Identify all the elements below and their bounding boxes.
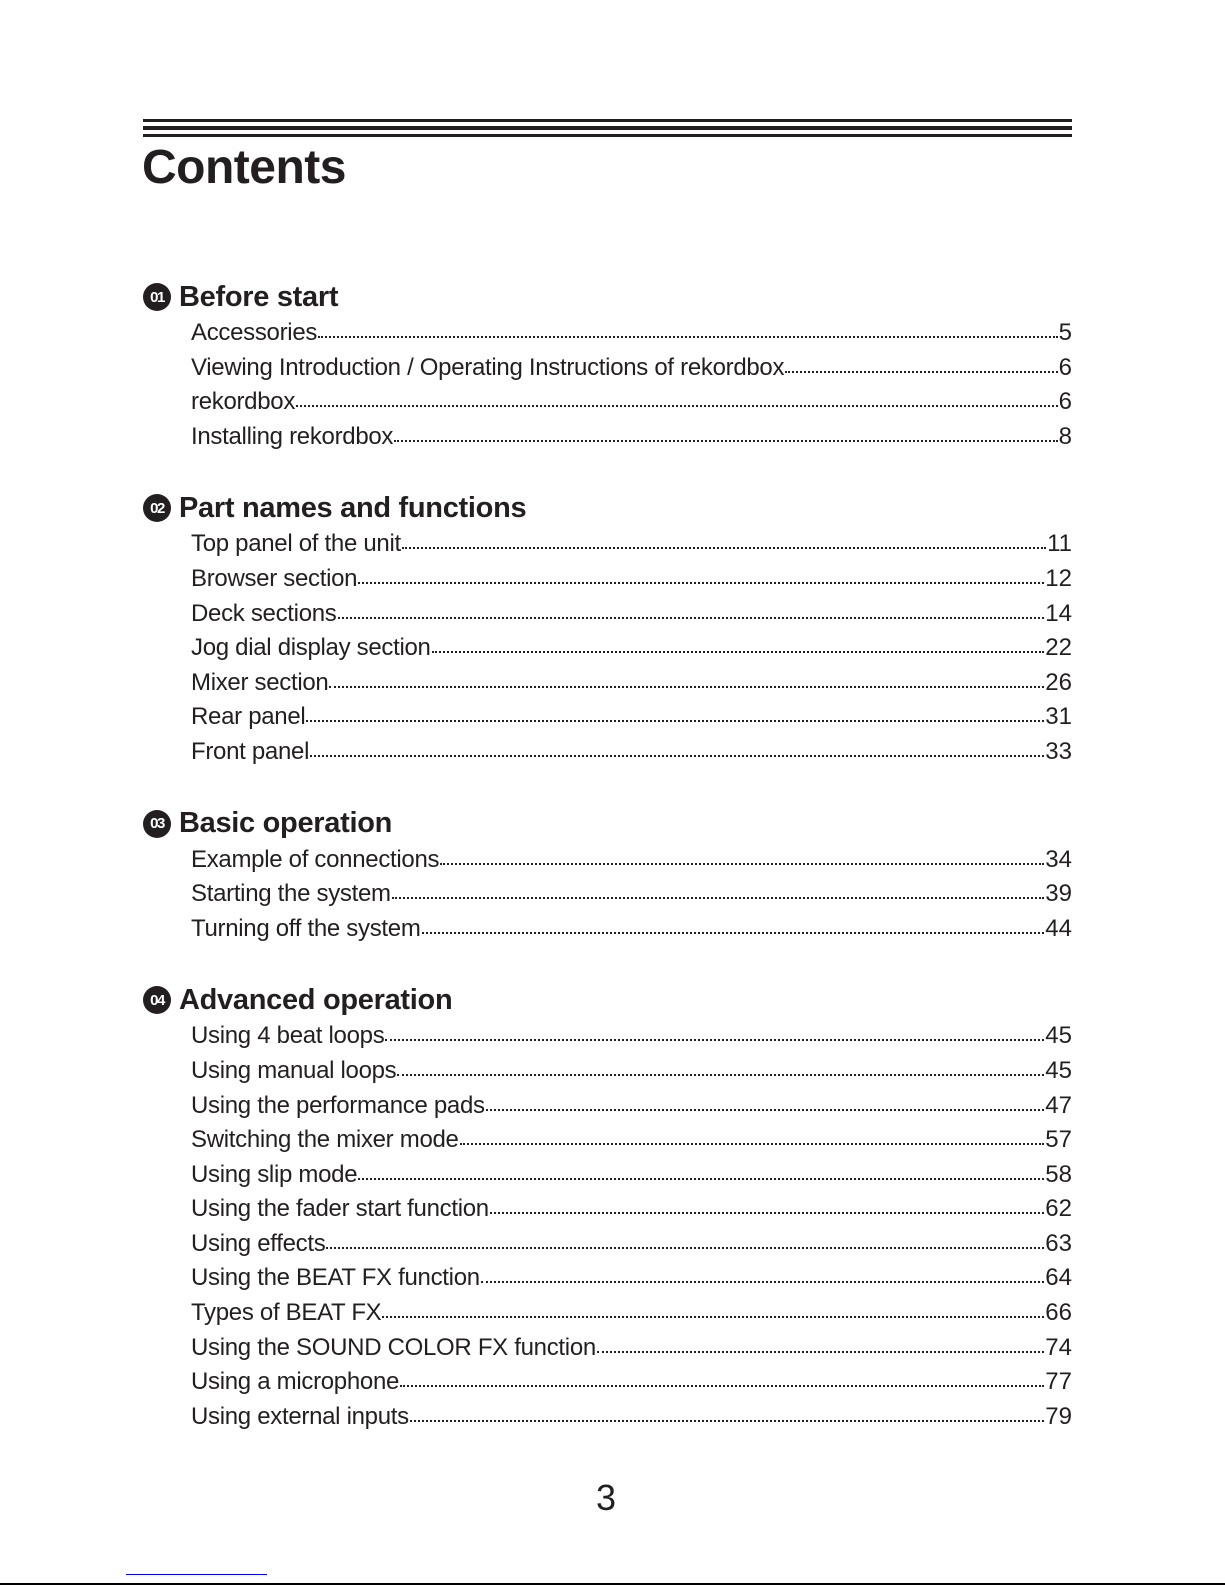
section-heading[interactable] [143, 278, 1072, 316]
dot-leader [382, 1316, 1044, 1318]
entry-page-number: 79 [1045, 1402, 1072, 1430]
entry-page-number: 77 [1045, 1368, 1072, 1396]
section-title: Basic operation [179, 807, 393, 840]
entry-page-number: 58 [1045, 1160, 1072, 1188]
toc-entry[interactable] [143, 631, 1072, 666]
toc-entry[interactable] [143, 316, 1072, 351]
dot-leader [490, 1212, 1044, 1214]
entry-page-number: 33 [1045, 737, 1072, 765]
section-title: Before start [179, 280, 339, 313]
dot-leader [486, 1109, 1045, 1111]
dot-leader [310, 755, 1044, 757]
entry-page-number: 22 [1045, 634, 1072, 662]
toc-entry[interactable] [143, 1123, 1072, 1158]
section-heading[interactable] [143, 489, 1072, 527]
toc-section-before-start [143, 278, 1072, 454]
page-number: 3 [595, 1477, 617, 1518]
entry-page-number: 57 [1045, 1126, 1072, 1154]
toc-entry[interactable] [143, 597, 1072, 632]
entry-page-number: 44 [1045, 914, 1072, 942]
dot-leader [392, 897, 1045, 899]
toc-entry[interactable] [143, 385, 1072, 420]
dot-leader [338, 617, 1045, 619]
dot-leader [400, 1385, 1044, 1387]
toc-entry[interactable] [143, 1192, 1072, 1227]
entry-label: Using manual loops [191, 1056, 397, 1084]
toc-entry[interactable] [143, 1158, 1072, 1193]
section-number-badge-icon: 02 [143, 494, 171, 522]
section-heading[interactable] [143, 805, 1072, 843]
entry-page-number: 12 [1045, 564, 1072, 592]
dot-leader [481, 1281, 1045, 1283]
dot-leader [296, 405, 1058, 407]
toc-entry[interactable] [143, 1019, 1072, 1054]
header-rule-thin-bottom [143, 134, 1072, 137]
header-rules [143, 119, 1072, 137]
entry-label: Using slip mode [191, 1160, 358, 1188]
toc-section-advanced-operation [143, 981, 1072, 1434]
entry-page-number: 26 [1045, 668, 1072, 696]
entry-label: Browser section [191, 564, 358, 592]
entry-page-number: 11 [1047, 530, 1072, 558]
toc-entry[interactable] [143, 351, 1072, 386]
toc-entry[interactable] [143, 1365, 1072, 1400]
toc-section-part-names [143, 489, 1072, 769]
toc-entry[interactable] [143, 912, 1072, 947]
entry-page-number: 31 [1045, 703, 1072, 731]
entry-label: Front panel [191, 737, 310, 765]
entry-label: Starting the system [191, 880, 391, 908]
entry-label: Example of connections [191, 845, 440, 873]
toc-entry[interactable] [143, 562, 1072, 597]
toc-entry[interactable] [143, 1054, 1072, 1089]
entry-label: Types of BEAT FX [191, 1299, 382, 1327]
section-title: Part names and functions [179, 491, 527, 524]
entry-page-number: 63 [1045, 1229, 1072, 1257]
dot-leader [306, 720, 1044, 722]
entry-label: Rear panel [191, 703, 306, 731]
entry-page-number: 14 [1045, 599, 1072, 627]
entry-label: Using the fader start function [191, 1195, 489, 1223]
toc-entry[interactable] [143, 420, 1072, 455]
entry-label: Using the BEAT FX function [191, 1264, 480, 1292]
toc-section-basic-operation [143, 805, 1072, 947]
dot-leader [326, 1247, 1044, 1249]
entry-page-number: 8 [1058, 422, 1072, 450]
entry-page-number: 39 [1045, 880, 1072, 908]
dot-leader [410, 1420, 1044, 1422]
dot-leader [460, 1143, 1045, 1145]
section-number-badge-icon: 04 [143, 986, 171, 1014]
dot-leader [597, 1351, 1044, 1353]
dot-leader [358, 582, 1044, 584]
section-number-badge-icon: 03 [143, 810, 171, 838]
dot-leader [318, 336, 1058, 338]
dot-leader [397, 1074, 1044, 1076]
dot-leader [329, 686, 1044, 688]
toc-entry[interactable] [143, 527, 1072, 562]
toc-entry[interactable] [143, 877, 1072, 912]
toc-entry[interactable] [143, 1261, 1072, 1296]
dot-leader [785, 371, 1057, 373]
entry-label: Using effects [191, 1229, 326, 1257]
link-underline[interactable] [126, 1574, 267, 1575]
entry-page-number: 5 [1058, 319, 1072, 346]
entry-page-number: 6 [1058, 353, 1072, 381]
section-title: Advanced operation [179, 983, 453, 1016]
section-heading[interactable] [143, 981, 1072, 1019]
entry-label: Mixer section [191, 668, 329, 696]
entry-label: Using external inputs [191, 1402, 409, 1430]
entry-label: Jog dial display section [191, 634, 431, 662]
entry-page-number: 6 [1058, 388, 1072, 416]
entry-label: Using 4 beat loops [191, 1022, 385, 1050]
toc-entry[interactable] [143, 666, 1072, 701]
entry-page-number: 62 [1045, 1195, 1072, 1223]
toc-entry[interactable] [143, 735, 1072, 770]
entry-label: Installing rekordbox [191, 422, 394, 450]
dot-leader [358, 1178, 1044, 1180]
entry-page-number: 74 [1045, 1333, 1072, 1361]
toc-entry[interactable] [143, 843, 1072, 878]
entry-label: Top panel of the unit [191, 530, 401, 558]
dot-leader [432, 651, 1045, 653]
toc-entry[interactable] [143, 1400, 1072, 1435]
entry-page-number: 45 [1045, 1022, 1072, 1050]
dot-leader [440, 863, 1044, 865]
entry-page-number: 45 [1045, 1056, 1072, 1084]
page-title: Contents [142, 141, 346, 194]
toc-entry[interactable] [143, 1227, 1072, 1262]
entry-page-number: 34 [1045, 845, 1072, 873]
entry-label: Using the SOUND COLOR FX function [191, 1333, 596, 1361]
entry-page-number: 66 [1045, 1299, 1072, 1327]
entry-label: Deck sections [191, 599, 337, 627]
entry-page-number: 64 [1045, 1264, 1072, 1292]
entry-label: rekordbox [191, 388, 296, 416]
toc-entry[interactable] [143, 1331, 1072, 1366]
header-rule-thick [143, 126, 1072, 130]
entry-label: Turning off the system [191, 914, 421, 942]
dot-leader [422, 932, 1045, 934]
entry-label: Accessories [191, 319, 318, 346]
dot-leader [402, 547, 1046, 549]
dot-leader [385, 1039, 1044, 1041]
table-of-contents [143, 278, 1072, 1469]
entry-page-number: 47 [1045, 1091, 1072, 1119]
entry-label: Using the performance pads [191, 1091, 485, 1119]
toc-entry[interactable] [143, 700, 1072, 735]
toc-entry[interactable] [143, 1296, 1072, 1331]
toc-entry[interactable] [143, 1089, 1072, 1124]
section-number-badge-icon: 01 [143, 283, 171, 311]
entry-label: Switching the mixer mode [191, 1126, 459, 1154]
header-rule-thin-top [143, 119, 1072, 122]
dot-leader [394, 440, 1058, 442]
entry-label: Viewing Introduction / Operating Instructions of rekordbox [191, 353, 785, 381]
entry-label: Using a microphone [191, 1368, 400, 1396]
